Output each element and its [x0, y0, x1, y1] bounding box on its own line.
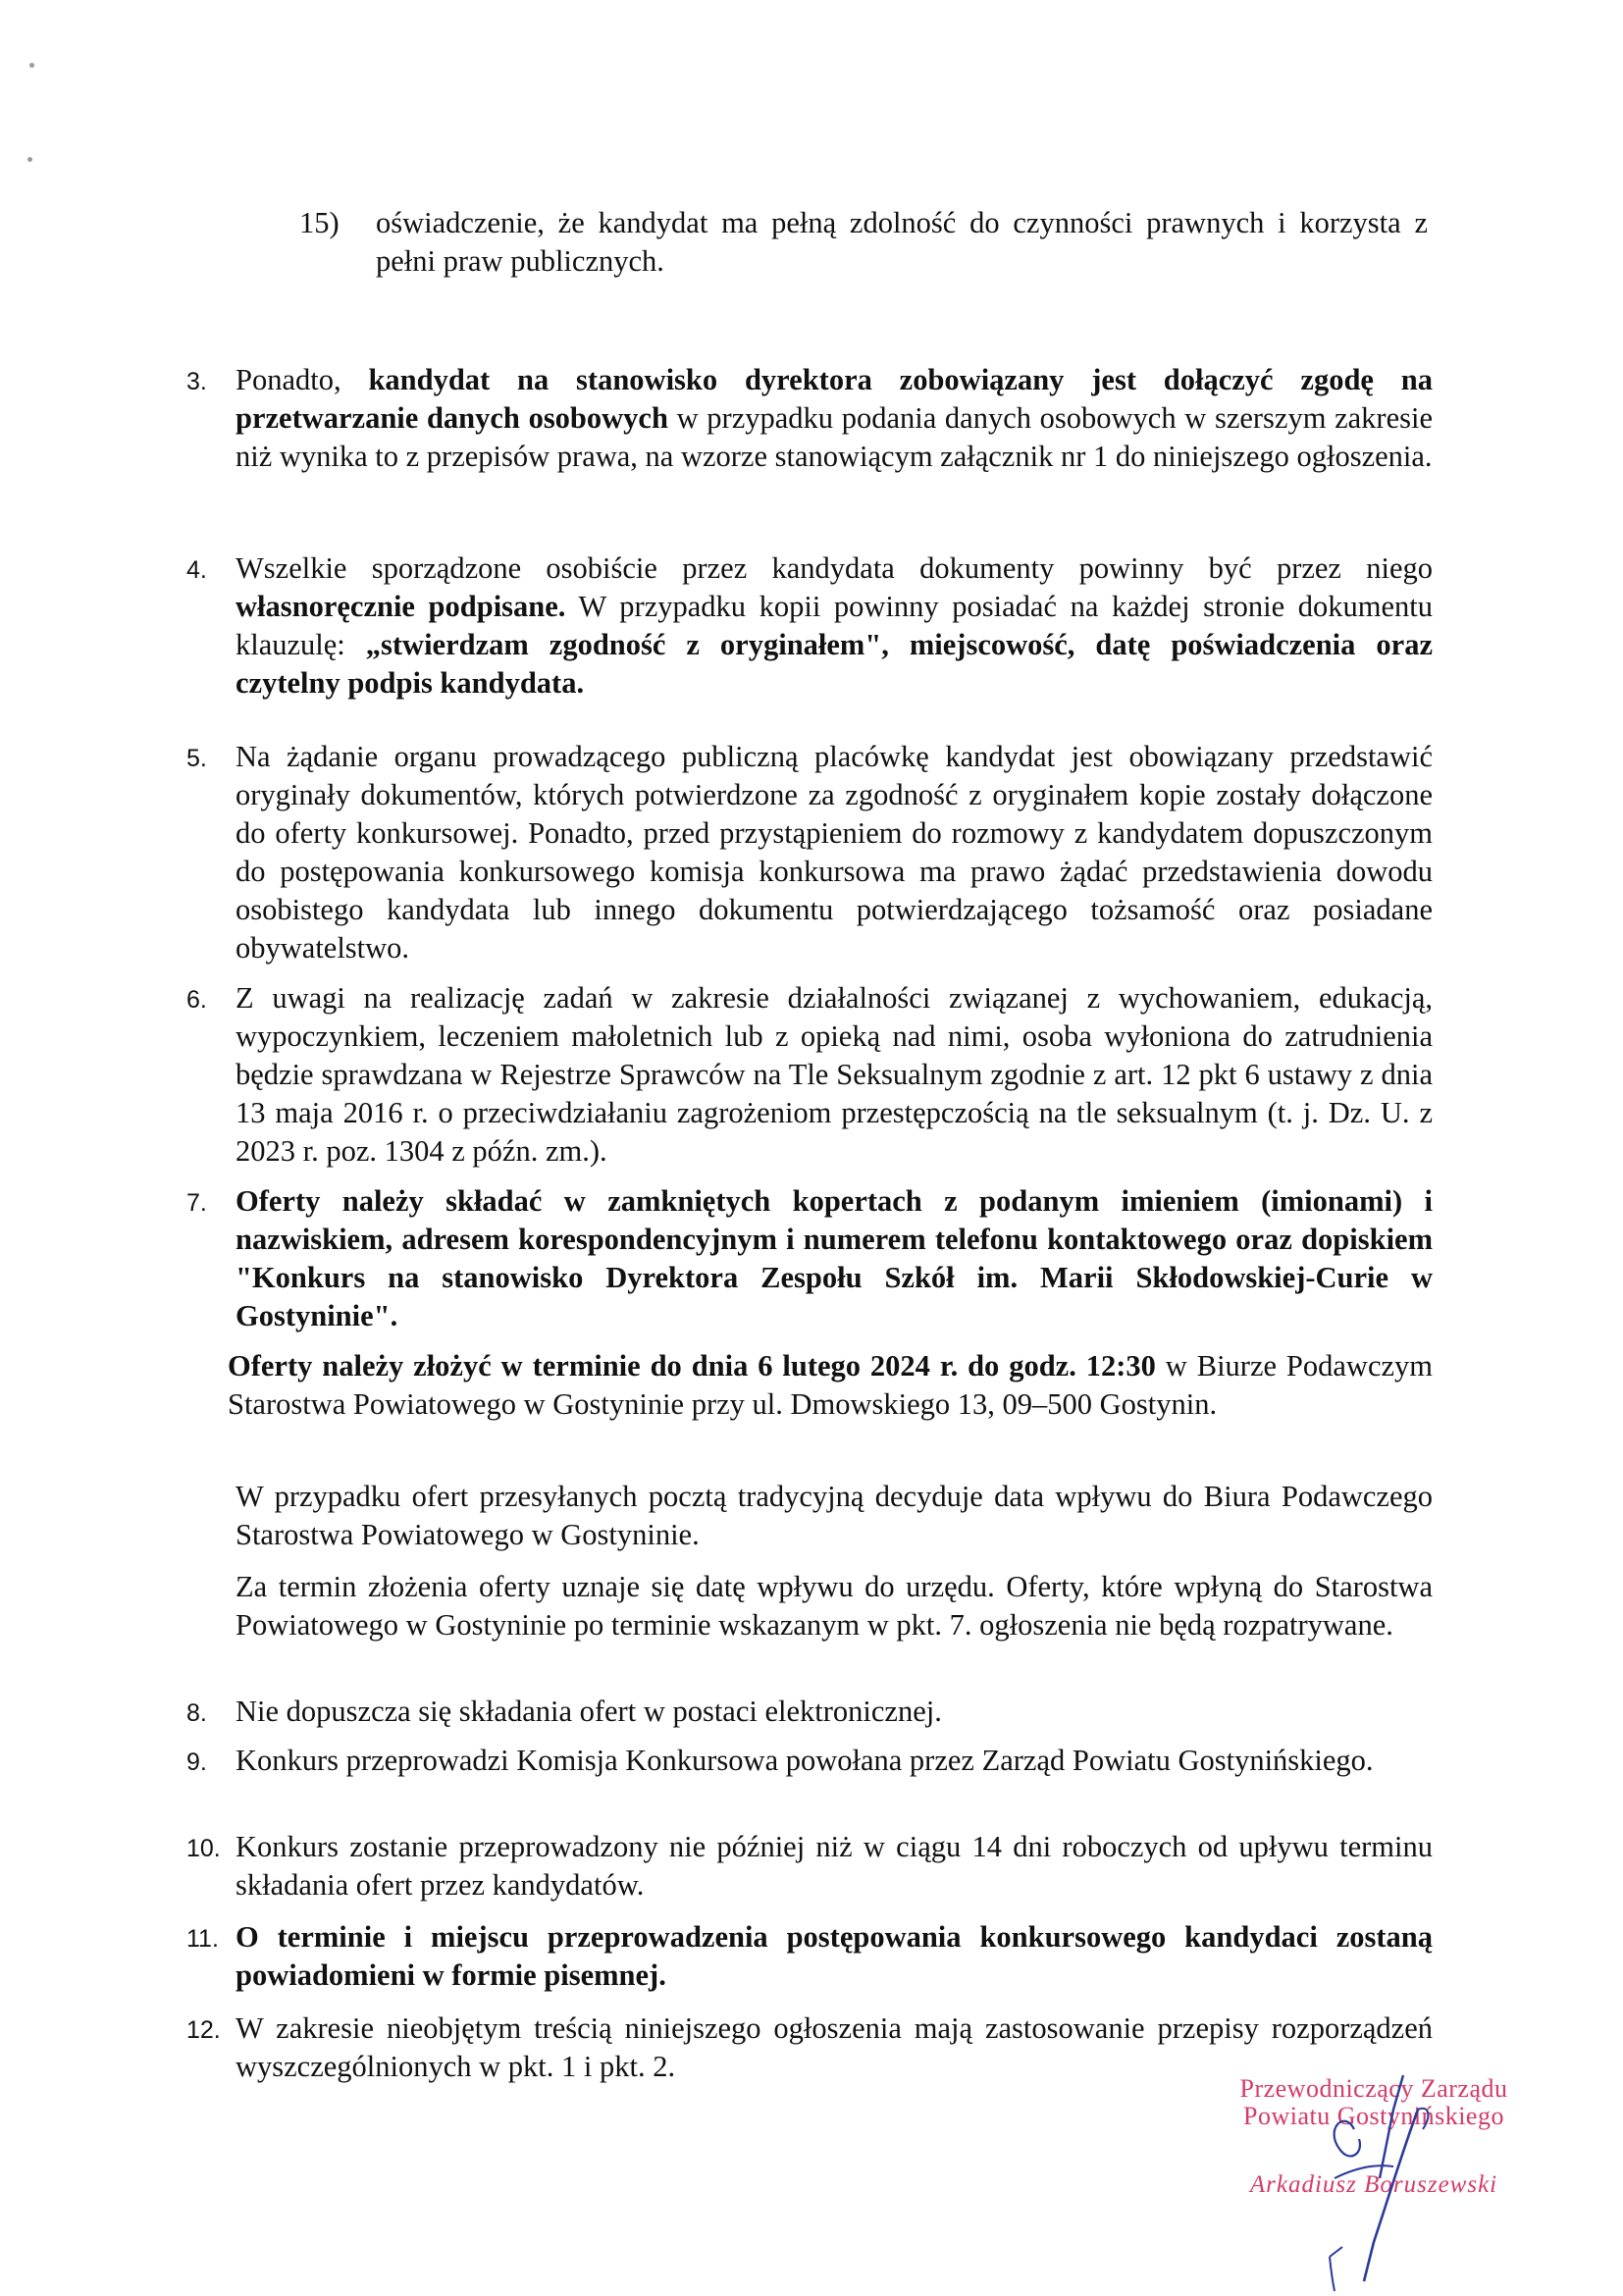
item-number: 3.: [186, 368, 207, 395]
list-item-6: [186, 979, 1433, 1171]
list-item-8: [186, 1693, 1433, 1731]
list-item-11: [186, 1918, 1433, 1995]
item-number: 11.: [186, 1925, 219, 1953]
item-number: 7.: [186, 1189, 207, 1217]
item-number: 4.: [186, 556, 207, 584]
item-number: 8.: [186, 1699, 207, 1727]
list-item-15: [299, 204, 1428, 281]
item-text: Oferty należy składać w zamkniętych kopertach z podanym imieniem (imionami) i nazwiskiem, adresem korespondencyjnym i numerem telefonu kontaktowego oraz dopiskiem "Konkurs na stanowisko Dyrektora Zespołu Szkół im. Marii Skłodowskiej-Curie w Gostyninie".: [236, 1184, 1433, 1332]
item-number: 15): [299, 206, 340, 239]
stamp-office: Powiatu Gostynińskiego: [1243, 2102, 1504, 2130]
item-number: 9.: [186, 1748, 207, 1776]
item-number: 12.: [186, 2016, 221, 2044]
stamp-title: Przewodniczący Zarządu: [1239, 2074, 1508, 2103]
item-text: Wszelkie sporządzone osobiście przez kandydata dokumenty powinny być przez niego własnoręcznie podpisane. W przypadku kopii powinny posiadać na każdej stronie dokumentu klauzulę: „stwierdzam zgodność z oryginałem", miejscowość, datę poświadczenia oraz czytelny podpis kandydata.: [236, 551, 1433, 700]
paragraph-post: W przypadku ofert przesyłanych pocztą tradycyjną decyduje data wpływu do Biura Podawczego Starostwa Powiatowego w Gostyninie.: [236, 1480, 1433, 1551]
item-text: Na żądanie organu prowadzącego publiczną placówkę kandydat jest obowiązany przedstawić oryginały dokumentów, których potwierdzone za zgodność z oryginałem kopie zostały dołączone do oferty konkursowej. Ponadto, przed przystąpieniem do rozmowy z kandydatem dopuszczonym do postępowania konkursowego komisja konkursowa ma prawo żądać przedstawienia dowodu osobistego kandydata lub innego dokumentu potwierdzającego tożsamość oraz posiadane obywatelstwo.: [236, 740, 1433, 965]
paragraph-receipt: Za termin złożenia oferty uznaje się datę wpływu do urzędu. Oferty, które wpłyną do Starostwa Powiatowego w Gostyninie po terminie wskazanym w pkt. 7. ogłoszenia nie będą rozpatrywane.: [236, 1570, 1433, 1642]
item-text: Nie dopuszcza się składania ofert w postaci elektronicznej.: [236, 1695, 942, 1728]
paragraph-deadline: Oferty należy złożyć w terminie do dnia 6 lutego 2024 r. do godz. 12:30 w Biurze Podawczym Starostwa Powiatowego w Gostyninie przy ul. Dmowskiego 13, 09–500 Gostynin.: [228, 1349, 1433, 1421]
scan-speck: [27, 157, 32, 162]
item-number: 5.: [186, 745, 207, 772]
list-item-5: [186, 738, 1433, 967]
stamp-name: Arkadiusz Boruszewski: [1249, 2171, 1498, 2198]
scan-speck: [29, 63, 34, 68]
list-item-10: [186, 1828, 1433, 1905]
handwritten-signature: [1295, 2070, 1492, 2296]
item-number: 6.: [186, 986, 207, 1014]
item-text: Ponadto, kandydat na stanowisko dyrektora zobowiązany jest dołączyć zgodę na przetwarzanie danych osobowych w przypadku podania danych osobowych w szerszym zakresie niż wynika to z przepisów prawa, na wzorze stanowiącym załącznik nr 1 do niniejszego ogłoszenia.: [236, 363, 1434, 473]
item-text: Konkurs przeprowadzi Komisja Konkursowa powołana przez Zarząd Powiatu Gostynińskiego.: [236, 1744, 1374, 1777]
item-number: 10.: [186, 1835, 221, 1862]
item-text: Konkurs zostanie przeprowadzony nie później niż w ciągu 14 dni roboczych od upływu terminu składania ofert przez kandydatów.: [236, 1830, 1433, 1902]
item-text: oświadczenie, że kandydat ma pełną zdolność do czynności prawnych i korzysta z pełni praw publicznych.: [376, 206, 1428, 278]
list-item-3: [186, 361, 1433, 476]
item-text: W zakresie nieobjętym treścią niniejszego ogłoszenia mają zastosowanie przepisy rozporządzeń wyszczególnionych w pkt. 1 i pkt. 2.: [236, 2011, 1433, 2083]
item-text: Z uwagi na realizację zadań w zakresie działalności związanej z wychowaniem, edukacją, wypoczynkiem, leczeniem małoletnich lub z opieką nad nimi, osoba wyłoniona do zatrudnienia będzie sprawdzana w Rejestrze Sprawców na Tle Seksualnym zgodnie z art. 12 pkt 6 ustawy z dnia 13 maja 2016 r. o przeciwdziałaniu zagrożeniom przestępczością na tle seksualnym (t. j. Dz. U. z 2023 r. poz. 1304 z późn. zm.).: [236, 981, 1433, 1168]
list-item-4: [186, 549, 1433, 703]
list-item-9: [186, 1742, 1433, 1780]
list-item-7: [186, 1182, 1433, 1335]
item-text: O terminie i miejscu przeprowadzenia postępowania konkursowego kandydaci zostaną powiadomieni w formie pisemnej.: [236, 1920, 1433, 1992]
